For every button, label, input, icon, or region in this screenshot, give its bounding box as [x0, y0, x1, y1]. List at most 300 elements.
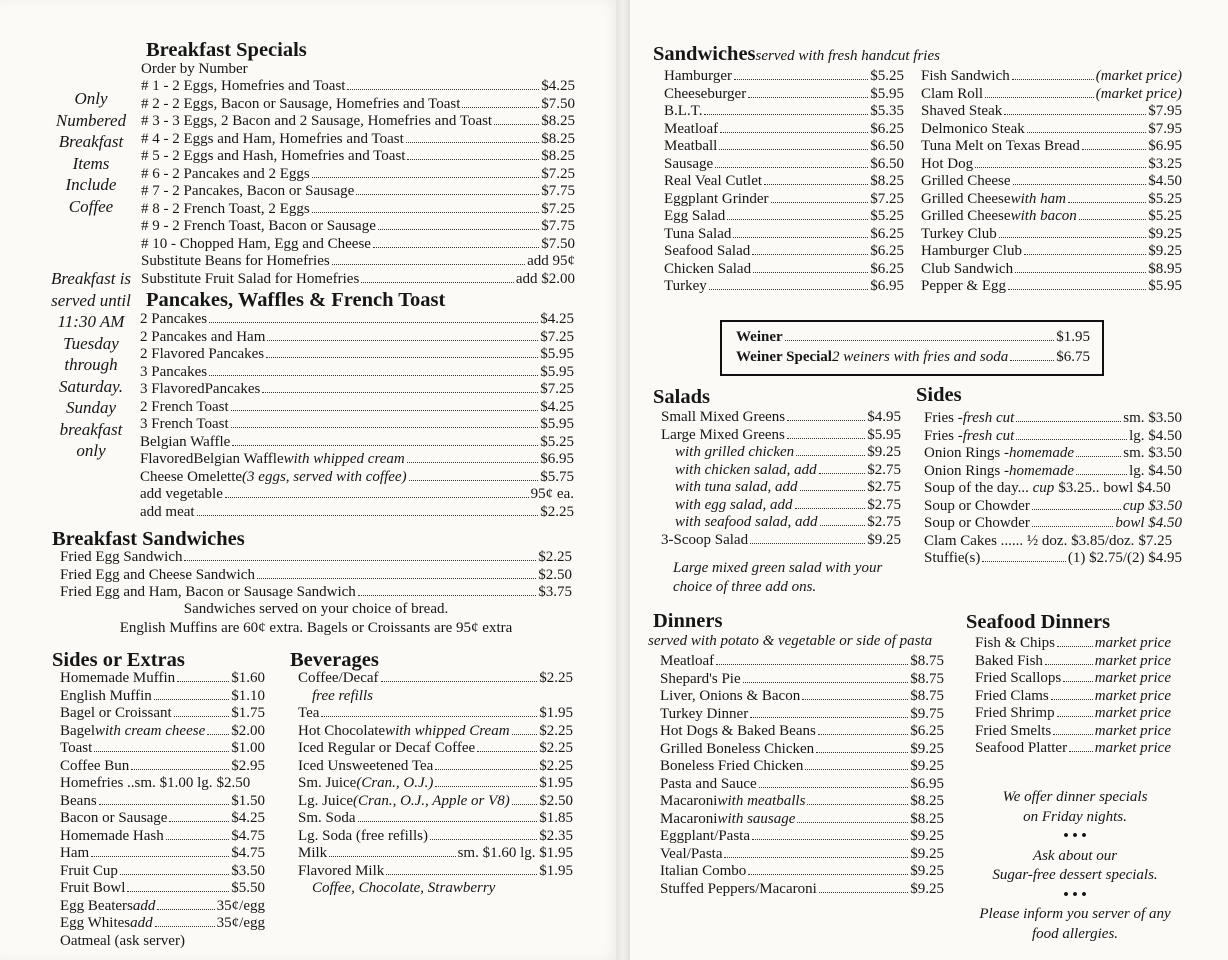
- menu-item: [660, 827, 944, 845]
- notes-block: [975, 788, 1175, 944]
- menu-item: [60, 915, 265, 933]
- dinners-subtitle: served with potato & vegetable or side of pasta: [648, 633, 933, 649]
- item-price: 95¢ ea.: [530, 486, 574, 502]
- item-price: $7.50: [541, 95, 575, 112]
- item-note: add: [132, 897, 156, 914]
- menu-item: [664, 261, 904, 279]
- leader-dots: [787, 420, 865, 421]
- note-dots-1: • • •: [1063, 828, 1087, 844]
- leader-dots: [231, 410, 539, 411]
- menu-item: [660, 792, 944, 810]
- item-price: $3.75: [538, 584, 572, 600]
- leader-dots: [816, 752, 908, 753]
- leader-dots: [430, 839, 537, 840]
- item-name: Substitute Fruit Salad for Homefries: [141, 270, 360, 287]
- leader-dots: [724, 857, 908, 858]
- menu-item: [664, 191, 904, 209]
- menu-item: [924, 409, 1182, 427]
- item-name: add meat: [140, 503, 195, 520]
- leader-dots: [1082, 149, 1146, 150]
- leader-dots: [361, 282, 514, 283]
- leader-dots: [174, 716, 230, 717]
- leader-dots: [494, 124, 539, 125]
- item-price: add $2.00: [515, 270, 575, 287]
- item-price: market price: [1094, 635, 1171, 651]
- menu-item: [140, 451, 574, 469]
- item-price: $1.75: [231, 705, 265, 721]
- leader-dots: [1024, 254, 1146, 255]
- salads-note: Large mixed green salad with your choice of three add ons.: [673, 560, 883, 595]
- item-name: 3 French Toast: [140, 416, 229, 432]
- item-price: $9.25: [867, 444, 901, 460]
- item-name: Stuffie(s): [924, 550, 981, 566]
- item-price: $8.75: [910, 688, 944, 704]
- item-price: $2.75: [867, 514, 901, 530]
- menu-item: [664, 243, 904, 261]
- menu-item: [60, 793, 265, 811]
- item-name: Lg. Soda (free refills): [298, 827, 428, 844]
- leader-dots: [743, 682, 909, 683]
- leader-dots: [406, 142, 539, 143]
- leader-dots: [407, 159, 539, 160]
- item-price: $4.25: [540, 311, 574, 327]
- menu-item: [60, 705, 265, 723]
- item-price: $7.25: [540, 328, 574, 345]
- salads-list: [661, 409, 901, 549]
- item-name: Pasta and Sauce: [660, 775, 757, 792]
- item-price: $8.25: [870, 173, 904, 189]
- item-price: $4.75: [231, 845, 265, 861]
- item-price: $5.25: [870, 68, 904, 84]
- menu-item: [141, 166, 575, 184]
- item-name: 3 FlavoredPancakes: [140, 381, 261, 397]
- menu-item: [298, 705, 573, 723]
- leader-dots: [332, 264, 525, 265]
- item-price: market price: [1094, 670, 1171, 686]
- item-name: Hamburger Club: [921, 243, 1022, 259]
- leader-dots: [759, 787, 909, 788]
- menu-item: [140, 399, 574, 417]
- item-price: $4.25: [231, 810, 265, 826]
- item-name: # 3 - 3 Eggs, 2 Bacon and 2 Sausage, Homefries and Toast: [141, 113, 493, 129]
- leader-dots: [232, 445, 538, 446]
- leader-dots: [733, 237, 868, 238]
- item-price: $6.25: [870, 225, 904, 242]
- menu-item: [298, 740, 573, 758]
- menu-item: [661, 409, 901, 427]
- note-line-5: Please inform you server of any: [979, 906, 1171, 922]
- item-price: $8.25: [910, 810, 944, 827]
- leader-dots: [155, 926, 215, 927]
- menu-item: [140, 311, 574, 329]
- menu-item: [298, 775, 573, 793]
- leader-dots: [356, 194, 539, 195]
- menu-item: [924, 549, 1182, 567]
- item-price: $6.25: [870, 243, 904, 259]
- leader-dots: [716, 664, 908, 665]
- item-price: $1.60: [231, 670, 265, 686]
- menu-item: [664, 278, 904, 296]
- menu-item: [298, 880, 573, 898]
- leader-dots: [329, 856, 455, 857]
- sandwiches-title: Sandwiches: [653, 43, 756, 65]
- item-price: $1.95: [539, 705, 573, 721]
- note-line-4: Sugar-free dessert specials.: [992, 867, 1158, 883]
- weiner-box: [720, 320, 1104, 376]
- menu-item: [664, 121, 904, 139]
- menu-item: [664, 103, 904, 121]
- menu-item: [975, 634, 1171, 652]
- item-price: $4.50: [1148, 173, 1182, 189]
- item-price: sm. $1.60 lg. $1.95: [457, 845, 573, 861]
- item-price: 35¢/egg: [216, 897, 265, 914]
- leader-dots: [787, 438, 865, 439]
- item-price: $2.95: [231, 757, 265, 774]
- item-price: market price: [1094, 740, 1171, 756]
- menu-item: [660, 775, 944, 793]
- menu-item: [141, 201, 575, 219]
- item-price: $9.25: [1148, 225, 1182, 242]
- item-price: $6.50: [870, 155, 904, 172]
- item-price: $6.95: [910, 775, 944, 792]
- item-price: $9.25: [910, 845, 944, 862]
- item-price: $2.35: [539, 827, 573, 844]
- note-line-1: We offer dinner specials: [1002, 789, 1148, 805]
- leader-dots: [805, 769, 908, 770]
- item-note: with whipped cream: [283, 451, 405, 467]
- item-price: $1.95: [539, 775, 573, 791]
- menu-item: [141, 271, 575, 289]
- item-note: with tuna salad, add: [675, 479, 798, 495]
- menu-item: [298, 758, 573, 776]
- menu-item: [140, 364, 574, 382]
- menu-item: [60, 670, 265, 688]
- item-name: # 6 - 2 Pancakes and 2 Eggs: [141, 165, 310, 182]
- item-name: Shepard's Pie: [660, 670, 741, 687]
- leader-dots: [704, 114, 868, 115]
- item-price: $3.25: [1148, 155, 1182, 172]
- item-price: $6.95: [870, 278, 904, 294]
- menu-item: [298, 723, 573, 741]
- item-name: # 7 - 2 Pancakes, Bacon or Sausage: [141, 183, 355, 199]
- item-price: add 95¢: [527, 253, 575, 269]
- menu-item: [924, 479, 1182, 497]
- breakfast-sandwiches-list: [60, 549, 572, 602]
- item-price: $4.25: [540, 398, 574, 415]
- side-note-bottom-text: Breakfast is served until 11:30 AM Tuesday through Saturday. Sunday breakfast only: [50, 269, 132, 460]
- menu-item: [141, 236, 575, 254]
- item-name: Belgian Waffle: [140, 433, 231, 450]
- leader-dots: [157, 909, 214, 910]
- item-price: $5.25: [1148, 208, 1182, 224]
- note-line-2: on Friday nights.: [1023, 808, 1127, 825]
- leader-dots: [1079, 219, 1146, 220]
- leader-dots: [1032, 509, 1121, 510]
- sides-extras-list: [60, 670, 265, 950]
- menu-item: [60, 880, 265, 898]
- item-name: Grilled Cheese: [921, 208, 1011, 224]
- item-price: market price: [1094, 705, 1171, 721]
- menu-item: [60, 863, 265, 881]
- item-name: Hamburger: [664, 68, 733, 84]
- item-price: $6.95: [540, 451, 574, 467]
- menu-item: [141, 148, 575, 166]
- item-price: $8.25: [541, 130, 575, 147]
- item-price: $2.75: [867, 496, 901, 513]
- leader-dots: [1063, 681, 1093, 682]
- item-price: $5.25: [870, 208, 904, 224]
- item-price: $5.25: [1148, 190, 1182, 207]
- item-name: Club Sandwich: [921, 260, 1014, 277]
- sandwiches-subtitle: served with fresh handcut fries: [755, 48, 940, 64]
- leader-dots: [753, 272, 868, 273]
- item-price: $4.25: [541, 78, 575, 94]
- item-price: $2.50: [538, 566, 572, 583]
- item-note: homemade: [1009, 462, 1074, 479]
- item-note: with chicken salad, add: [675, 461, 817, 478]
- menu-item: [140, 434, 574, 452]
- item-price: $2.75: [867, 479, 901, 495]
- item-price: market price: [1094, 652, 1171, 669]
- item-name: 3-Scoop Salad: [661, 531, 749, 548]
- item-price: $7.75: [541, 183, 575, 199]
- leader-dots: [166, 839, 230, 840]
- item-price: $7.25: [541, 200, 575, 217]
- leader-dots: [358, 595, 536, 596]
- item-name: Eggplant Grinder: [664, 190, 769, 207]
- weiner-special-desc: 2 weiners with fries and soda: [831, 349, 1009, 365]
- sandwiches-right-list: [921, 68, 1182, 296]
- menu-item: [298, 670, 573, 688]
- item-price: $7.50: [541, 235, 575, 252]
- leader-dots: [435, 786, 537, 787]
- beverages-title: Beverages: [290, 649, 379, 671]
- item-name: Substitute Beans for Homefries: [141, 253, 330, 269]
- leader-dots: [131, 769, 229, 770]
- item-name: Flavored Milk: [298, 862, 385, 879]
- item-name: Meatball: [664, 138, 718, 154]
- item-name: Large Mixed Greens: [661, 426, 785, 443]
- item-name: Fish & Chips: [975, 635, 1056, 651]
- item-note: homemade: [1009, 445, 1074, 461]
- leader-dots: [982, 561, 1065, 562]
- leader-dots: [262, 392, 538, 393]
- leader-dots: [169, 821, 229, 822]
- item-price: $1.00: [231, 740, 265, 756]
- leader-dots: [719, 149, 868, 150]
- menu-item: [661, 514, 901, 532]
- note-line-3: Ask about our: [1032, 847, 1118, 864]
- item-price: $5.25: [540, 433, 574, 450]
- item-price: (1) $2.75/(2) $4.95: [1067, 550, 1182, 566]
- leader-dots: [1076, 474, 1127, 475]
- item-price: $9.25: [1148, 243, 1182, 259]
- leader-dots: [1076, 456, 1121, 457]
- leader-dots: [381, 681, 538, 682]
- leader-dots: [1004, 114, 1146, 115]
- item-name: Sm. Juice: [298, 775, 357, 791]
- item-note: add: [130, 915, 153, 931]
- item-price: $1.50: [231, 792, 265, 809]
- leader-dots: [819, 892, 908, 893]
- item-name: Onion Rings -: [924, 462, 1010, 479]
- leader-dots: [184, 560, 536, 561]
- leader-dots: [1013, 184, 1147, 185]
- leader-dots: [748, 874, 908, 875]
- item-price: $7.25: [1138, 532, 1173, 549]
- item-name: Beans: [60, 792, 97, 809]
- item-name: Clam Cakes ...... ½ doz. $3.85/doz.: [924, 532, 1135, 549]
- item-price: $7.25: [540, 381, 574, 397]
- menu-item: [141, 113, 575, 131]
- item-price: $2.25: [540, 503, 574, 520]
- item-name: Coffee Bun: [60, 757, 130, 774]
- leader-dots: [752, 839, 908, 840]
- weiner-item: Weiner: [736, 329, 783, 345]
- menu-item: [921, 261, 1182, 279]
- leader-dots: [1008, 289, 1146, 290]
- item-price: $2.25: [538, 549, 572, 565]
- numbered-items-note: [46, 88, 136, 217]
- item-price: lg. $4.50: [1129, 427, 1182, 444]
- leader-dots: [796, 455, 865, 456]
- item-note: with seafood salad, add: [675, 514, 818, 530]
- menu-item: [60, 828, 265, 846]
- item-price: (market price): [1095, 85, 1182, 102]
- item-name: # 5 - 2 Eggs and Hash, Homefries and Toast: [141, 148, 406, 164]
- item-price: sm. $3.50: [1123, 410, 1182, 426]
- leader-dots: [985, 97, 1094, 98]
- item-price: $7.75: [541, 218, 575, 234]
- page-fold: [616, 0, 630, 960]
- breakfast-specials-title: Breakfast Specials: [146, 39, 307, 61]
- menu-item: [661, 427, 901, 445]
- leader-dots: [409, 480, 539, 481]
- item-name: Fries -: [924, 410, 963, 426]
- item-name: Coffee/Decaf: [298, 670, 379, 686]
- menu-item: [660, 810, 944, 828]
- item-name: Fried Shrimp: [975, 705, 1055, 721]
- menu-item: [924, 462, 1182, 480]
- menu-item: [60, 898, 265, 916]
- item-name: Fries -: [924, 427, 963, 444]
- item-name: Hot Chocolate: [298, 722, 386, 739]
- item-name: Stuffed Peppers/Macaroni: [660, 880, 817, 897]
- item-price: $5.95: [867, 426, 901, 443]
- item-name: Oatmeal (ask server): [60, 932, 185, 949]
- item-price: lg. $4.50: [1129, 462, 1182, 479]
- item-note: (Cran., O.J.): [356, 775, 434, 791]
- item-price: $9.25: [867, 531, 901, 548]
- item-name: Meatloaf: [660, 653, 715, 669]
- breakfast-sandwiches-title: Breakfast Sandwiches: [52, 528, 245, 550]
- leader-dots: [748, 97, 868, 98]
- item-name: Tuna Melt on Texas Bread: [921, 138, 1080, 154]
- leader-dots: [154, 699, 229, 700]
- item-price: $9.25: [910, 740, 944, 757]
- item-name: Soup of the day...: [924, 480, 1029, 496]
- menu-item: [975, 669, 1171, 687]
- menu-item: [60, 567, 572, 585]
- item-name: Veal/Pasta: [660, 845, 723, 862]
- item-name: add vegetable: [140, 486, 223, 502]
- item-name: Baked Fish: [975, 652, 1043, 669]
- item-name: Tea: [298, 705, 320, 721]
- item-name: Egg Beaters: [60, 897, 133, 914]
- menu-item: [921, 121, 1182, 139]
- leader-dots: [1045, 664, 1093, 665]
- weiner-price: $1.95: [1056, 329, 1090, 345]
- item-price: $5.95: [1148, 278, 1182, 294]
- menu-item: [975, 722, 1171, 740]
- weiner-special-price: $6.75: [1056, 349, 1090, 365]
- leader-dots: [209, 375, 538, 376]
- menu-item: [298, 810, 573, 828]
- item-name: Iced Unsweetened Tea: [298, 757, 434, 774]
- item-price: $6.95: [1148, 138, 1182, 154]
- leader-dots: [1015, 272, 1146, 273]
- item-name: Hot Dogs & Baked Beans: [660, 723, 816, 739]
- menu-item: [660, 862, 944, 880]
- leader-dots: [373, 247, 539, 248]
- menu-item: [140, 346, 574, 364]
- item-price: $8.25: [541, 148, 575, 164]
- sides-title: Sides: [916, 384, 962, 406]
- sandwiches-left-list: [664, 68, 904, 296]
- menu-item: [141, 183, 575, 201]
- item-price: $1.10: [231, 687, 265, 704]
- leader-dots: [709, 289, 868, 290]
- item-price: $2.25: [539, 740, 573, 756]
- item-name: Fried Egg and Cheese Sandwich: [60, 566, 255, 583]
- item-price: market price: [1094, 722, 1171, 739]
- leader-dots: [819, 473, 866, 474]
- item-name: 2 Flavored Pancakes: [140, 346, 265, 362]
- leader-dots: [267, 340, 538, 341]
- item-price: $6.25: [870, 260, 904, 277]
- leader-dots: [209, 322, 538, 323]
- leader-dots: [1068, 202, 1146, 203]
- menu-item: [141, 253, 575, 271]
- item-name: Liver, Onions & Bacon: [660, 688, 801, 704]
- item-name: Boneless Fried Chicken: [660, 758, 804, 774]
- menu-item: [660, 740, 944, 758]
- leader-dots: [795, 508, 866, 509]
- leader-dots: [1016, 439, 1127, 440]
- item-note: with grilled chicken: [675, 444, 795, 460]
- item-name: Eggplant/Pasta: [660, 828, 750, 844]
- menu-item: [660, 670, 944, 688]
- leader-dots: [462, 107, 539, 108]
- item-name: Bacon or Sausage: [60, 810, 168, 826]
- item-name: Soup or Chowder: [924, 515, 1030, 531]
- leader-dots: [1069, 751, 1093, 752]
- item-name: Tuna Salad: [664, 225, 732, 242]
- item-price: $3.50: [231, 862, 265, 879]
- leader-dots: [1053, 734, 1093, 735]
- leader-dots: [312, 212, 540, 213]
- item-name: Milk: [298, 845, 328, 861]
- item-name: Seafood Salad: [664, 243, 751, 259]
- item-name: Clam Roll: [921, 85, 984, 102]
- menu-item: [660, 652, 944, 670]
- leader-dots: [750, 543, 865, 544]
- menu-item: [141, 131, 575, 149]
- leader-dots: [800, 490, 866, 491]
- item-name: Shaved Steak: [921, 103, 1003, 119]
- menu-item: [921, 243, 1182, 261]
- item-name: # 10 - Chopped Ham, Egg and Cheese: [141, 235, 371, 252]
